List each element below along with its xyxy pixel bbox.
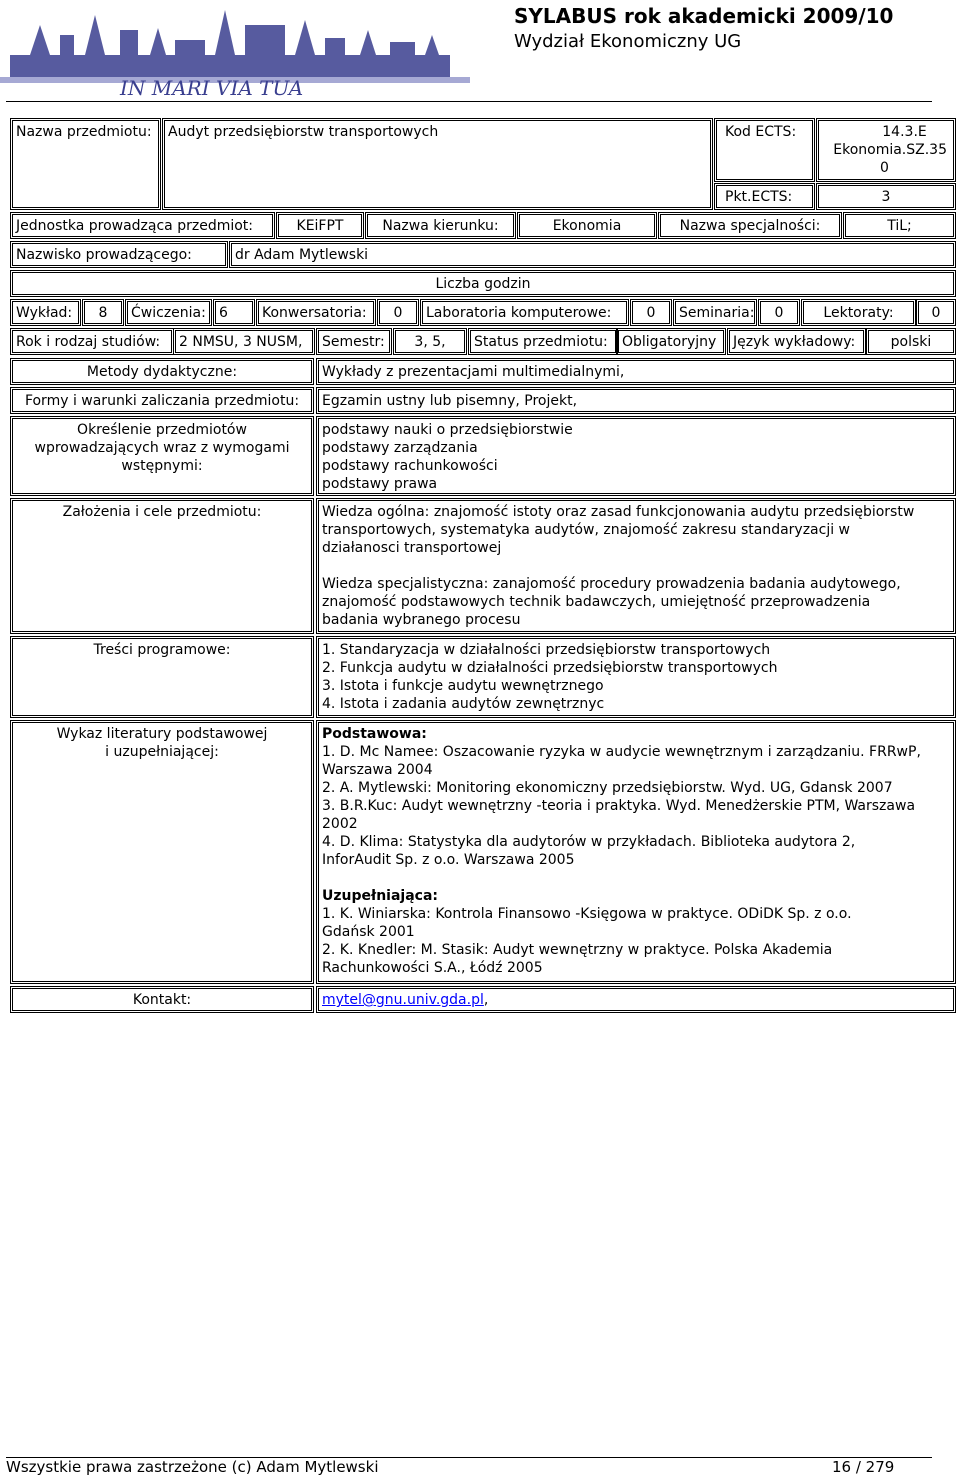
ects-points-label: Pkt.ECTS:	[716, 185, 813, 208]
language-label: Język wykładowy:	[729, 330, 864, 353]
language-value: polski	[868, 330, 954, 353]
status-value: Obligatoryjny	[618, 330, 724, 353]
prereq-value	[318, 418, 954, 494]
methods-label: Metody dydaktyczne:	[12, 360, 312, 383]
contact-value	[318, 988, 954, 1011]
study-value: 2 NMSU, 3 NUSM,	[175, 330, 313, 353]
lectorate-value: 0	[918, 301, 954, 324]
semester-value: 3, 5,	[395, 330, 465, 353]
unit-label: Jednostka prowadząca przedmiot:	[12, 214, 273, 237]
list-item: 4. D. Klima: Statystyka dla audytorów w przykładach. Biblioteka audytora 2,	[322, 834, 856, 850]
unit-value: KEiFPT	[278, 214, 362, 237]
content-label: Treści programowe:	[12, 638, 312, 716]
contact-label: Kontakt:	[12, 988, 312, 1011]
seminar-value: 0	[760, 301, 798, 324]
list-item: 2. Funkcja audytu w działalności przedsiębiorstw transportowych	[322, 660, 778, 676]
list-item: 2. A. Mytlewski: Monitoring ekonomiczny przedsiębiorstw. Wyd. UG, Gdansk 2007	[322, 780, 893, 796]
goals-label: Założenia i cele przedmiotu:	[12, 500, 312, 632]
contact-email-link[interactable]: mytel@gnu.univ.gda.pl	[322, 992, 484, 1008]
conversatory-value: 0	[379, 301, 417, 324]
lecture-value: 8	[84, 301, 122, 324]
direction-value: Ekonomia	[519, 214, 655, 237]
direction-label: Nazwa kierunku:	[367, 214, 514, 237]
lecture-label: Wykład:	[12, 301, 79, 324]
methods-value: Wykłady z prezentacjami multimedialnymi,	[318, 360, 954, 383]
semester-label: Semestr:	[318, 330, 390, 353]
footer-copyright: Wszystkie prawa zastrzeżone (c) Adam Mytlewski	[6, 1458, 379, 1476]
hours-title: Liczba godzin	[12, 272, 954, 295]
faculty-name: Wydział Ekonomiczny UG	[514, 31, 742, 52]
subject-label: Nazwa przedmiotu:	[12, 120, 159, 208]
literature-extra-title: Uzupełniająca:	[322, 888, 438, 904]
list-item: 2002	[322, 816, 358, 832]
forms-label: Formy i warunki zaliczania przedmiotu:	[12, 389, 312, 412]
study-label: Rok i rodzaj studiów:	[12, 330, 172, 353]
city-skyline-logo	[0, 0, 470, 100]
list-item: 1. Standaryzacja w działalności przedsiębiorstw transportowych	[322, 642, 771, 658]
list-item: podstawy prawa	[322, 476, 438, 492]
list-item: 3. B.R.Kuc: Audyt wewnętrzny -teoria i praktyka. Wyd. Menedżerskie PTM, Warszawa	[322, 798, 916, 814]
forms-value: Egzamin ustny lub pisemny, Projekt,	[318, 389, 954, 412]
list-item: Rachunkowości S.A., Łódź 2005	[322, 960, 543, 976]
exercises-label: Ćwiczenia:	[127, 301, 210, 324]
list-item: 2. K. Knedler: M. Stasik: Audyt wewnętrzny w praktyce. Polska Akademia	[322, 942, 833, 958]
list-item: 1. D. Mc Namee: Oszacowanie ryzyka w audycie wewnętrznym i zarządzaniu. FRRwP,	[322, 744, 921, 760]
list-item: InforAudit Sp. z o.o. Warszawa 2005	[322, 852, 575, 868]
list-item: 1. K. Winiarska: Kontrola Finansowo -Księgowa w praktyce. ODiDK Sp. z o.o.	[322, 906, 852, 922]
lecturer-label: Nazwisko prowadzącego:	[12, 243, 226, 266]
subject-value: Audyt przedsiębiorstw transportowych	[164, 120, 711, 208]
exercises-value: 6	[215, 301, 253, 324]
status-label: Status przedmiotu:	[470, 330, 616, 353]
lab-label: Laboratoria komputerowe:	[422, 301, 627, 324]
list-item: 4. Istota i zadania audytów zewnętrznyc	[322, 696, 605, 712]
ects-code-value: 14.3.E Ekonomia.SZ.35 0	[818, 120, 954, 180]
logo-motto: IN MARI VIA TUA	[120, 76, 304, 100]
conversatory-label: Konwersatoria:	[258, 301, 374, 324]
list-item: Gdańsk 2001	[322, 924, 415, 940]
list-item: 3. Istota i funkcje audytu wewnętrznego	[322, 678, 604, 694]
ects-code-label: Kod ECTS:	[716, 120, 813, 180]
lab-value: 0	[632, 301, 670, 324]
header-logo	[0, 0, 470, 100]
contact-suffix: ,	[483, 992, 489, 1008]
list-item: podstawy rachunkowości	[322, 458, 498, 474]
header-rule	[6, 101, 932, 102]
list-item: Warszawa 2004	[322, 762, 433, 778]
literature-label: Wykaz literatury podstawowej i uzupełniającej:	[12, 722, 312, 982]
prereq-label: Określenie przedmiotów wprowadzających wraz z wymogami wstępnymi:	[12, 418, 312, 494]
literature-basic-title: Podstawowa:	[322, 726, 427, 742]
specialty-value: TiL;	[845, 214, 954, 237]
lectorate-label: Lektoraty:	[803, 301, 914, 324]
content-value	[318, 638, 954, 716]
goals-value: Wiedza ogólna: znajomość istoty oraz zasad funkcjonowania audytu przedsiębiorstw transportowych, systematyka audytów, znajomość zakresu standaryzacji w działanosci transportowej Wiedza specjalistyczna: zanajomość procedury prowadzenia badania audytowego, znajomość podstawowych technik badawczych, umiejętność przeprowadzenia badania wybranego procesu	[318, 500, 954, 632]
footer-page-number: 16 / 279	[832, 1458, 895, 1476]
specialty-label: Nazwa specjalności:	[660, 214, 840, 237]
syllabus-title: SYLABUS rok akademicki 2009/10	[514, 4, 894, 28]
ects-points-value: 3	[818, 185, 954, 208]
seminar-label: Seminaria:	[675, 301, 755, 324]
list-item: podstawy zarządzania	[322, 440, 478, 456]
lecturer-value: dr Adam Mytlewski	[231, 243, 954, 266]
list-item: podstawy nauki o przedsiębiorstwie	[322, 422, 573, 438]
literature-value	[318, 722, 954, 982]
